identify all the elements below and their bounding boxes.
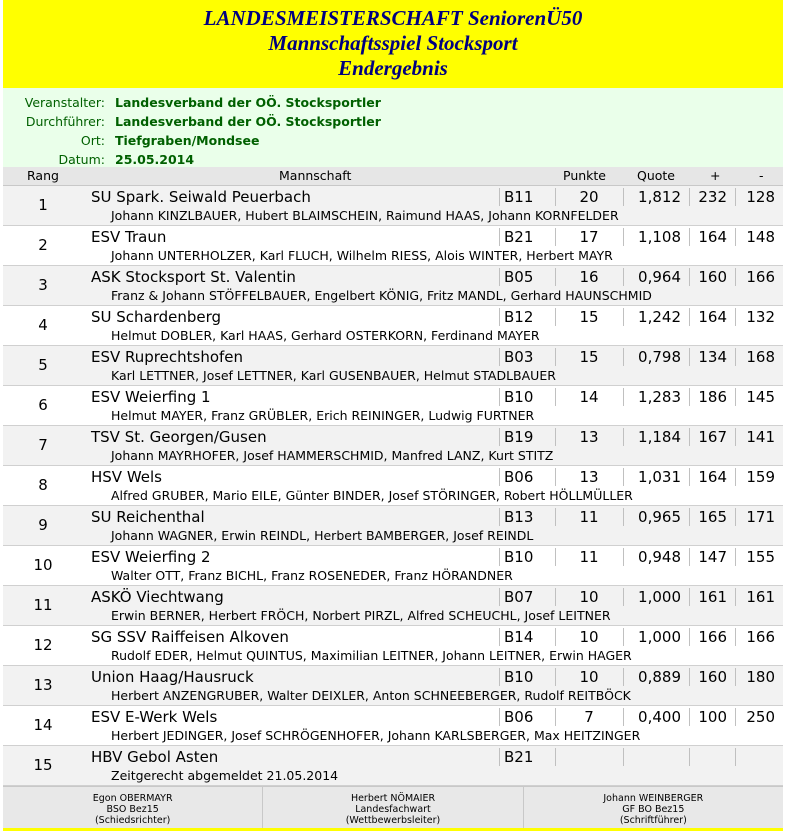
column-divider [555, 708, 556, 726]
column-divider [499, 308, 500, 326]
signature-title: Landesfachwart [355, 804, 431, 815]
info-value: 25.05.2014 [115, 152, 195, 167]
quote-cell: 1,031 [638, 468, 681, 486]
points-cell: 10 [579, 628, 599, 646]
column-divider [735, 508, 736, 526]
minus-cell: 128 [746, 188, 775, 206]
players-list: Johann UNTERHOLZER, Karl FLUCH, Wilhelm RIESS, Alois WINTER, Herbert MAYR [111, 248, 613, 263]
players-list: Zeitgerecht abgemeldet 21.05.2014 [111, 768, 339, 783]
team-name: ASKÖ Viechtwang [91, 588, 224, 606]
quote-cell: 0,400 [638, 708, 681, 726]
column-divider [689, 388, 690, 406]
team-name: SG SSV Raiffeisen Alkoven [91, 628, 289, 646]
title-line-3: Endergebnis [338, 56, 448, 80]
column-divider [689, 228, 690, 246]
rank-cell: 8 [38, 476, 48, 494]
plus-cell: 164 [698, 228, 727, 246]
column-divider [555, 668, 556, 686]
column-divider [555, 628, 556, 646]
signature-role: (Schriftführer) [619, 815, 687, 826]
players-list: Johann KINZLBAUER, Hubert BLAIMSCHEIN, Raimund HAAS, Johann KORNFELDER [111, 208, 619, 223]
column-divider [735, 348, 736, 366]
col-minus: - [759, 168, 764, 183]
signature-role: (Wettbewerbsleiter) [345, 815, 441, 826]
column-divider [735, 428, 736, 446]
rank-cell: 6 [38, 396, 48, 414]
rank-cell: 1 [38, 196, 48, 214]
column-divider [555, 388, 556, 406]
players-list: Rudolf EDER, Helmut QUINTUS, Maximilian LEITNER, Johann LEITNER, Erwin HAGER [111, 648, 632, 663]
table-row [3, 666, 783, 706]
column-divider [499, 188, 500, 206]
column-divider [735, 388, 736, 406]
info-label: Ort: [80, 133, 105, 148]
group-code: B10 [504, 388, 534, 406]
column-divider [623, 268, 624, 286]
rank-cell: 9 [38, 516, 48, 534]
column-divider [735, 708, 736, 726]
info-location [3, 131, 783, 150]
minus-cell: 250 [746, 708, 775, 726]
column-divider [623, 188, 624, 206]
quote-cell: 1,108 [638, 228, 681, 246]
signature-competition-leader [263, 787, 523, 829]
column-divider [735, 468, 736, 486]
table-row [3, 466, 783, 506]
column-divider [555, 748, 556, 766]
column-divider [499, 388, 500, 406]
quote-cell: 1,000 [638, 628, 681, 646]
col-quote: Quote [637, 168, 676, 183]
column-divider [499, 628, 500, 646]
quote-cell: 0,948 [638, 548, 681, 566]
points-cell: 11 [579, 548, 599, 566]
column-divider [623, 548, 624, 566]
column-divider [689, 188, 690, 206]
column-divider [689, 268, 690, 286]
team-name: ESV Weierfing 2 [91, 548, 211, 566]
column-divider [555, 588, 556, 606]
points-cell: 15 [579, 348, 599, 366]
plus-cell: 100 [698, 708, 727, 726]
event-info [3, 88, 783, 167]
plus-cell: 167 [698, 428, 727, 446]
group-code: B14 [504, 628, 534, 646]
column-divider [689, 588, 690, 606]
minus-cell: 132 [746, 308, 775, 326]
column-divider [623, 588, 624, 606]
column-divider [623, 628, 624, 646]
info-organizer [3, 93, 783, 112]
column-divider [555, 188, 556, 206]
signature-footer [3, 786, 783, 829]
column-divider [555, 308, 556, 326]
points-cell: 17 [579, 228, 599, 246]
plus-cell: 134 [698, 348, 727, 366]
column-divider [623, 348, 624, 366]
column-divider [555, 508, 556, 526]
column-divider [689, 548, 690, 566]
table-row [3, 346, 783, 386]
minus-cell: 161 [746, 588, 775, 606]
column-divider [499, 708, 500, 726]
table-header [3, 167, 783, 186]
team-name: ESV E-Werk Wels [91, 708, 218, 726]
team-name: HBV Gebol Asten [91, 748, 219, 766]
table-row [3, 626, 783, 666]
column-divider [499, 348, 500, 366]
column-divider [689, 308, 690, 326]
quote-cell: 1,812 [638, 188, 681, 206]
team-name: SU Spark. Seiwald Peuerbach [91, 188, 311, 206]
column-divider [689, 668, 690, 686]
team-name: ESV Ruprechtshofen [91, 348, 244, 366]
plus-cell: 186 [698, 388, 727, 406]
column-divider [499, 508, 500, 526]
column-divider [689, 428, 690, 446]
signature-title: GF BO Bez15 [622, 804, 685, 815]
column-divider [499, 428, 500, 446]
column-divider [689, 468, 690, 486]
minus-cell: 168 [746, 348, 775, 366]
rank-cell: 13 [33, 676, 53, 694]
table-row [3, 706, 783, 746]
rank-cell: 5 [38, 356, 48, 374]
column-divider [499, 468, 500, 486]
column-divider [735, 188, 736, 206]
signature-name: Herbert NÖMAIER [350, 793, 436, 804]
title-banner [3, 0, 783, 88]
group-code: B03 [504, 348, 534, 366]
column-divider [689, 508, 690, 526]
column-divider [499, 588, 500, 606]
column-divider [555, 268, 556, 286]
signature-secretary [524, 787, 783, 829]
table-row [3, 586, 783, 626]
column-divider [499, 228, 500, 246]
info-label: Veranstalter: [24, 95, 105, 110]
team-name: ESV Traun [91, 228, 167, 246]
info-value: Landesverband der OÖ. Stocksportler [115, 114, 381, 129]
column-divider [623, 708, 624, 726]
team-name: ESV Weierfing 1 [91, 388, 211, 406]
quote-cell: 0,889 [638, 668, 681, 686]
group-code: B05 [504, 268, 534, 286]
column-divider [689, 628, 690, 646]
column-divider [689, 348, 690, 366]
title-line-1: LANDESMEISTERSCHAFT SeniorenÜ50 [203, 6, 583, 30]
group-code: B13 [504, 508, 534, 526]
table-row [3, 226, 783, 266]
minus-cell: 166 [746, 628, 775, 646]
column-divider [623, 228, 624, 246]
rank-cell: 15 [33, 756, 53, 774]
points-cell: 13 [579, 468, 599, 486]
points-cell: 10 [579, 668, 599, 686]
points-cell: 16 [579, 268, 599, 286]
column-divider [735, 268, 736, 286]
info-executor [3, 112, 783, 131]
players-list: Johann WAGNER, Erwin REINDL, Herbert BAMBERGER, Josef REINDL [111, 528, 534, 543]
minus-cell: 180 [746, 668, 775, 686]
rank-cell: 10 [33, 556, 53, 574]
table-row [3, 546, 783, 586]
column-divider [623, 388, 624, 406]
column-divider [499, 268, 500, 286]
rank-cell: 11 [33, 596, 53, 614]
quote-cell: 0,798 [638, 348, 681, 366]
points-cell: 7 [584, 708, 594, 726]
players-list: Helmut DOBLER, Karl HAAS, Gerhard OSTERKORN, Ferdinand MAYER [111, 328, 540, 343]
column-divider [689, 708, 690, 726]
column-divider [735, 228, 736, 246]
table-row [3, 426, 783, 466]
title-line-2: Mannschaftsspiel Stocksport [268, 31, 518, 55]
points-cell: 10 [579, 588, 599, 606]
column-divider [499, 548, 500, 566]
plus-cell: 160 [698, 268, 727, 286]
table-row [3, 386, 783, 426]
column-divider [499, 668, 500, 686]
quote-cell: 1,000 [638, 588, 681, 606]
team-name: SU Reichenthal [91, 508, 205, 526]
group-code: B21 [504, 748, 534, 766]
plus-cell: 147 [698, 548, 727, 566]
column-divider [623, 468, 624, 486]
table-row [3, 266, 783, 306]
players-list: Karl LETTNER, Josef LETTNER, Karl GUSENBAUER, Helmut STADLBAUER [111, 368, 556, 383]
group-code: B10 [504, 548, 534, 566]
rank-cell: 3 [38, 276, 48, 294]
group-code: B12 [504, 308, 534, 326]
minus-cell: 166 [746, 268, 775, 286]
quote-cell: 1,184 [638, 428, 681, 446]
column-divider [623, 668, 624, 686]
rank-cell: 4 [38, 316, 48, 334]
column-divider [735, 628, 736, 646]
info-label: Durchführer: [25, 114, 105, 129]
column-divider [735, 548, 736, 566]
players-list: Alfred GRUBER, Mario EILE, Günter BINDER, Josef STÖRINGER, Robert HÖLLMÜLLER [111, 488, 633, 503]
results-page [3, 0, 783, 826]
minus-cell: 141 [746, 428, 775, 446]
points-cell: 15 [579, 308, 599, 326]
players-list: Erwin BERNER, Herbert FRÖCH, Norbert PIRZL, Alfred SCHEUCHL, Josef LEITNER [111, 608, 611, 623]
column-divider [555, 468, 556, 486]
column-divider [735, 308, 736, 326]
col-team: Mannschaft [279, 168, 352, 183]
col-points: Punkte [563, 168, 606, 183]
column-divider [555, 428, 556, 446]
signature-referee [3, 787, 263, 829]
column-divider [555, 548, 556, 566]
players-list: Herbert ANZENGRUBER, Walter DEIXLER, Anton SCHNEEBERGER, Rudolf REITBÖCK [111, 688, 631, 703]
plus-cell: 165 [698, 508, 727, 526]
minus-cell: 145 [746, 388, 775, 406]
column-divider [499, 748, 500, 766]
signature-name: Egon OBERMAYR [92, 793, 173, 804]
col-plus: + [710, 168, 721, 183]
column-divider [735, 668, 736, 686]
group-code: B19 [504, 428, 534, 446]
rank-cell: 12 [33, 636, 53, 654]
players-list: Herbert JEDINGER, Josef SCHRÖGENHOFER, Johann KARLSBERGER, Max HEITZINGER [111, 728, 641, 743]
minus-cell: 159 [746, 468, 775, 486]
plus-cell: 161 [698, 588, 727, 606]
team-name: SU Schardenberg [91, 308, 222, 326]
minus-cell: 155 [746, 548, 775, 566]
quote-cell: 1,283 [638, 388, 681, 406]
players-list: Walter OTT, Franz BICHL, Franz ROSENEDER, Franz HÖRANDNER [111, 568, 513, 583]
quote-cell: 0,964 [638, 268, 681, 286]
players-list: Franz & Johann STÖFFELBAUER, Engelbert KÖNIG, Fritz MANDL, Gerhard HAUNSCHMID [111, 288, 652, 303]
group-code: B06 [504, 708, 534, 726]
plus-cell: 164 [698, 308, 727, 326]
table-row [3, 746, 783, 786]
team-name: HSV Wels [91, 468, 162, 486]
column-divider [623, 428, 624, 446]
rank-cell: 2 [38, 236, 48, 254]
table-row [3, 506, 783, 546]
table-row [3, 186, 783, 226]
group-code: B10 [504, 668, 534, 686]
quote-cell: 1,242 [638, 308, 681, 326]
team-name: Union Haag/Hausruck [91, 668, 254, 686]
minus-cell: 148 [746, 228, 775, 246]
column-divider [555, 348, 556, 366]
rank-cell: 14 [33, 716, 53, 734]
points-cell: 20 [579, 188, 599, 206]
group-code: B06 [504, 468, 534, 486]
points-cell: 14 [579, 388, 599, 406]
column-divider [623, 508, 624, 526]
points-cell: 13 [579, 428, 599, 446]
plus-cell: 166 [698, 628, 727, 646]
table-row [3, 306, 783, 346]
col-rank: Rang [27, 168, 59, 183]
column-divider [555, 228, 556, 246]
minus-cell: 171 [746, 508, 775, 526]
column-divider [623, 308, 624, 326]
players-list: Johann MAYRHOFER, Josef HAMMERSCHMID, Manfred LANZ, Kurt STITZ [111, 448, 554, 463]
rank-cell: 7 [38, 436, 48, 454]
info-value: Landesverband der OÖ. Stocksportler [115, 95, 381, 110]
signature-role: (Schiedsrichter) [94, 815, 171, 826]
group-code: B21 [504, 228, 534, 246]
plus-cell: 232 [698, 188, 727, 206]
info-label: Datum: [58, 152, 105, 167]
team-name: TSV St. Georgen/Gusen [91, 428, 267, 446]
results-table [3, 186, 783, 786]
team-name: ASK Stocksport St. Valentin [91, 268, 296, 286]
signature-title: BSO Bez15 [106, 804, 159, 815]
info-value: Tiefgraben/Mondsee [115, 133, 260, 148]
plus-cell: 164 [698, 468, 727, 486]
column-divider [689, 748, 690, 766]
players-list: Helmut MAYER, Franz GRÜBLER, Erich REININGER, Ludwig FURTNER [111, 408, 535, 423]
column-divider [735, 588, 736, 606]
signature-name: Johann WEINBERGER [603, 793, 704, 804]
column-divider [735, 748, 736, 766]
group-code: B11 [504, 188, 534, 206]
quote-cell: 0,965 [638, 508, 681, 526]
group-code: B07 [504, 588, 534, 606]
plus-cell: 160 [698, 668, 727, 686]
column-divider [623, 748, 624, 766]
points-cell: 11 [579, 508, 599, 526]
